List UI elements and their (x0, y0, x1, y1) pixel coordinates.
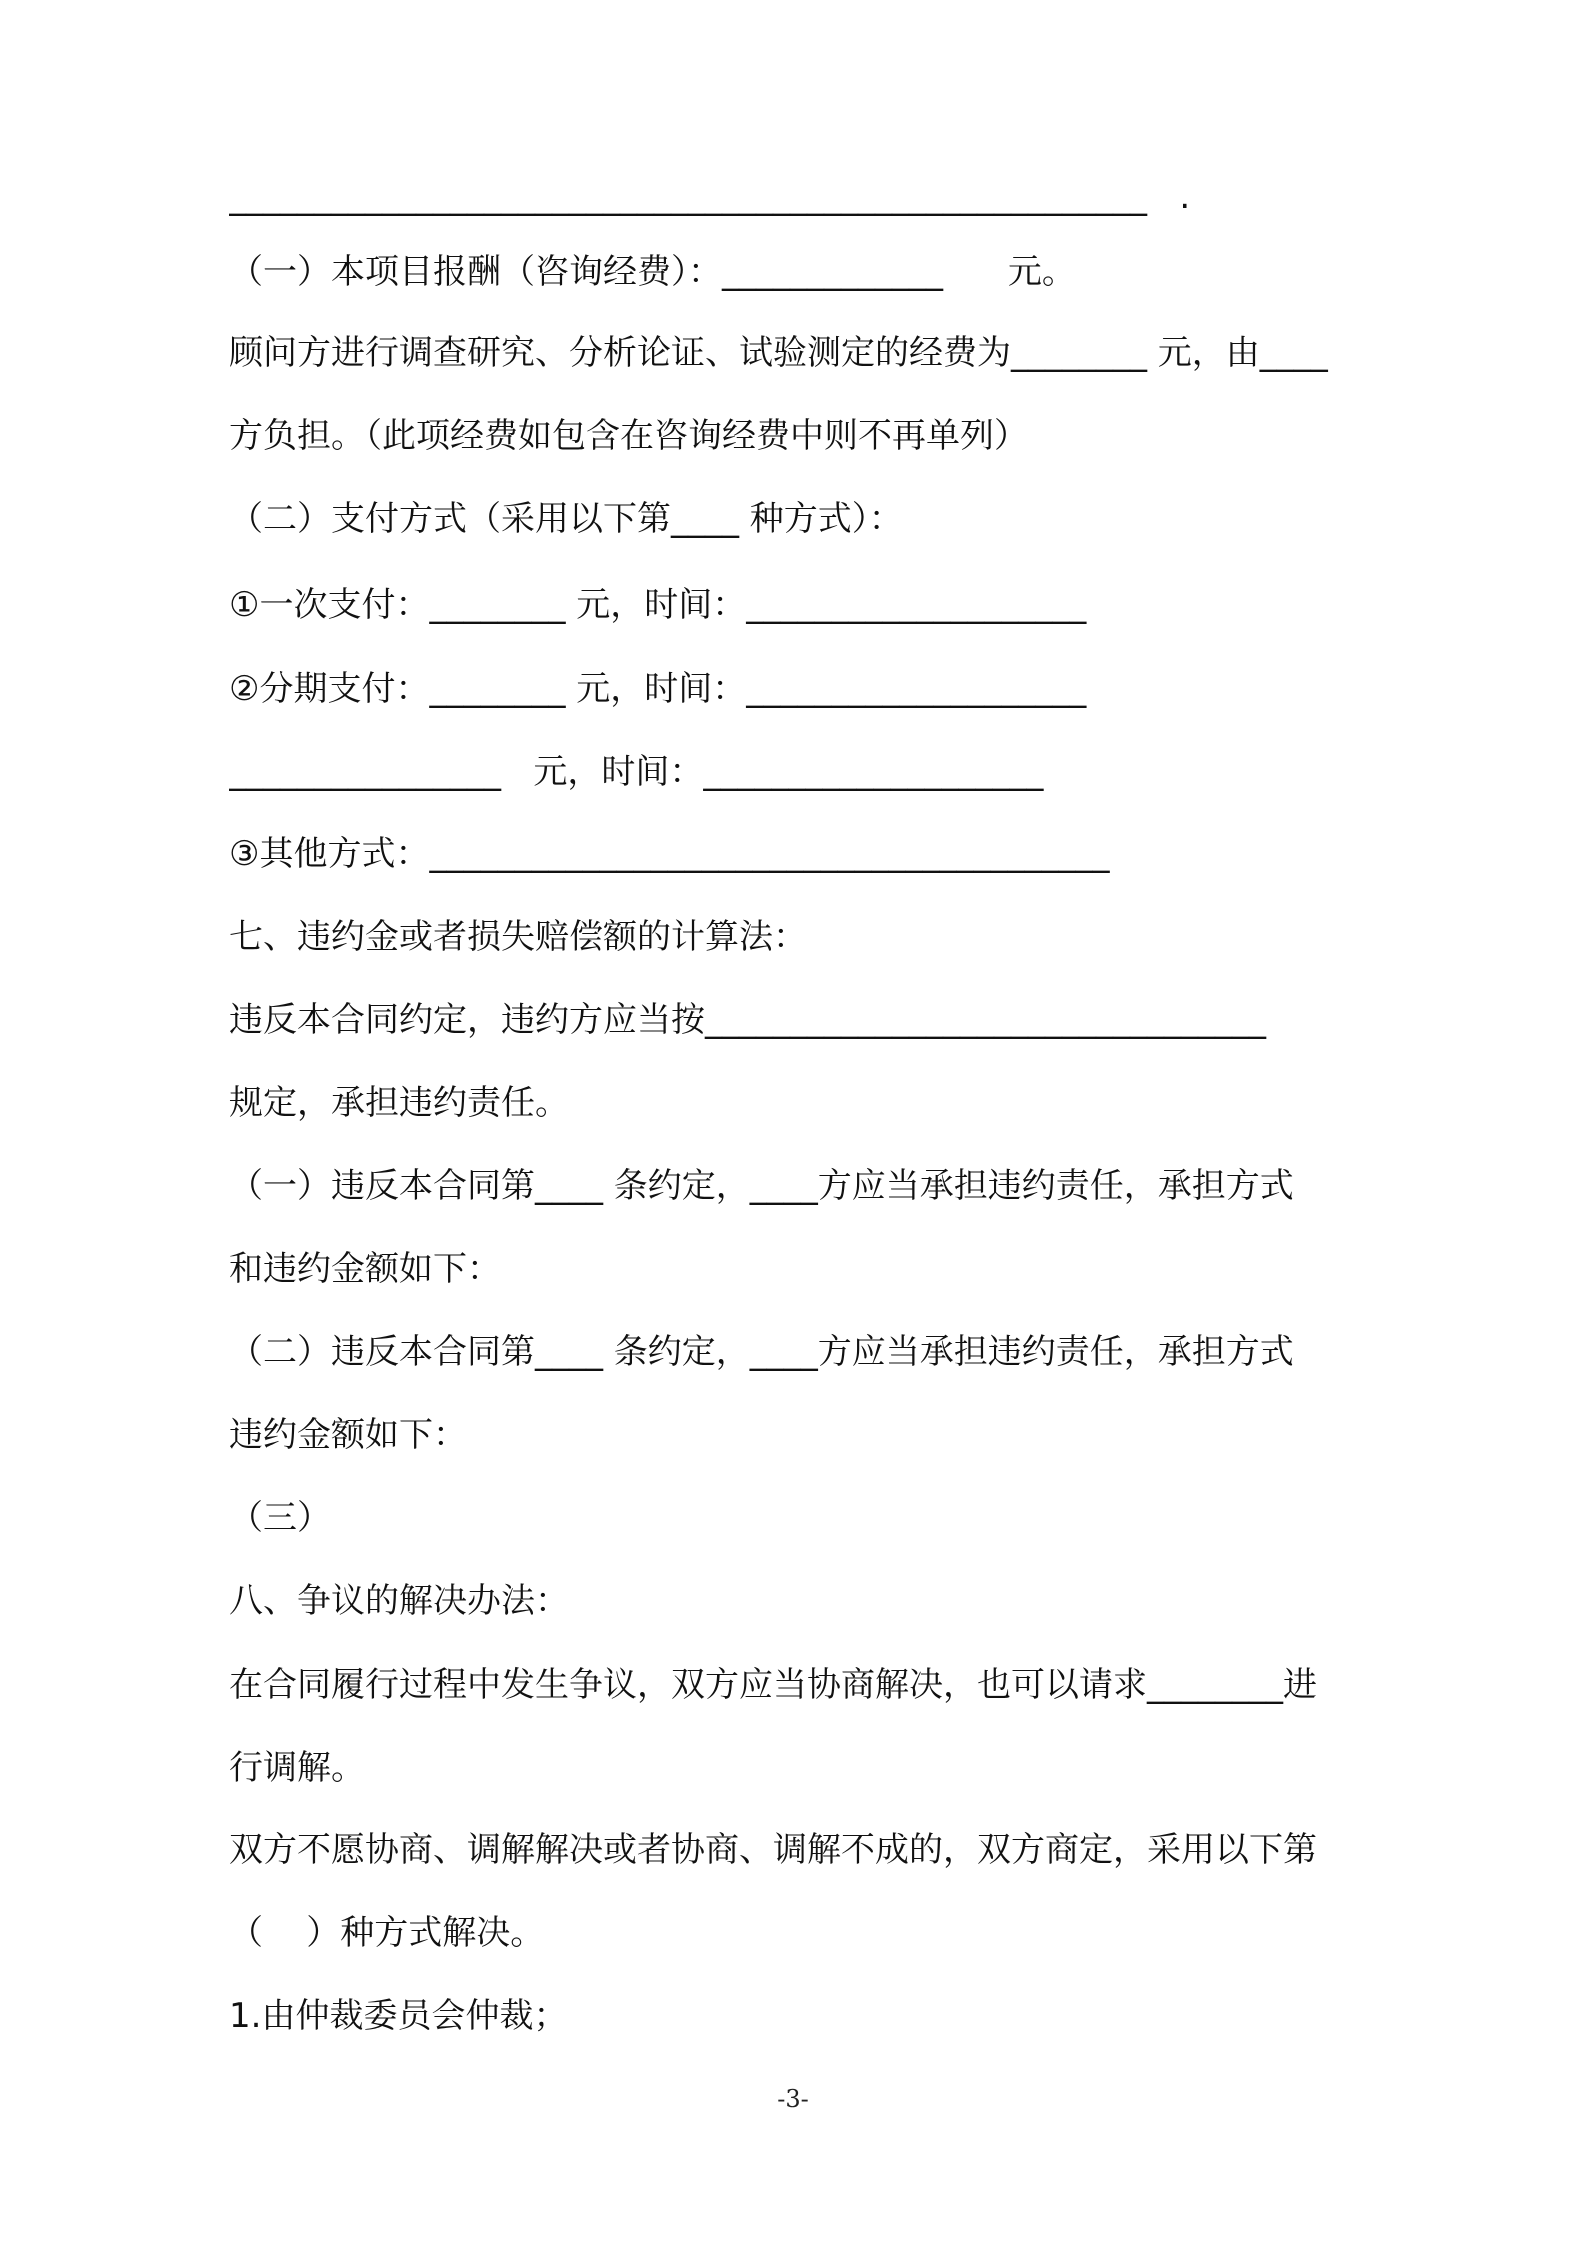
text-line-arbitration: 1.由仲裁委员会仲裁； (229, 1996, 568, 2036)
text-line-dispute-mediation: 行调解。 (229, 1748, 365, 1788)
text-line-dispute-choice: （ ）种方式解决。 (229, 1913, 545, 1953)
text-line-lump-sum-payment: ①一次支付：________ 元，时间：____________________ (229, 585, 1087, 625)
text-line-installment-second: ________________ 元，时间：____________________ (229, 752, 1044, 792)
text-line-research-expense: 顾问方进行调查研究、分析论证、试验测定的经费为________ 元，由____ (229, 333, 1328, 373)
section-heading-dispute: 八、争议的解决办法： (229, 1581, 569, 1621)
text-line-installment-payment: ②分期支付：________ 元，时间：____________________ (229, 669, 1087, 709)
text-line-dispute-negotiation: 在合同履行过程中发生争议，双方应当协商解决，也可以请求________进 (229, 1665, 1317, 1705)
text-line-blank-fill: ______________________________________________________ . (229, 177, 1191, 217)
text-line-dispute-options: 双方不愿协商、调解解决或者协商、调解不成的，双方商定，采用以下第 (229, 1830, 1317, 1870)
text-line-breach-item-1: （一）违反本合同第____ 条约定，____方应当承担违约责任，承担方式 (229, 1166, 1294, 1206)
section-heading-penalty: 七、违约金或者损失赔偿额的计算法： (229, 917, 807, 957)
text-line-remuneration: （一）本项目报酬（咨询经费）：_____________ 元。 (229, 252, 1076, 292)
text-line-payment-method: （二）支付方式（采用以下第____ 种方式）： (229, 499, 903, 539)
text-line-breach-item-3: （三） (229, 1498, 331, 1538)
text-line-breach-liability: 规定，承担违约责任。 (229, 1083, 569, 1123)
text-line-expense-note: 方负担。（此项经费如包含在咨询经费中则不再单列） (229, 416, 1028, 456)
page-number: -3- (777, 2085, 809, 2113)
text-line-breach-item-1-cont: 和违约金额如下： (229, 1249, 501, 1289)
text-line-other-method: ③其他方式：________________________________________ (229, 834, 1110, 874)
text-line-breach-item-2-cont: 违约金额如下： (229, 1415, 467, 1455)
text-line-breach-item-2: （二）违反本合同第____ 条约定，____方应当承担违约责任，承担方式 (229, 1332, 1294, 1372)
text-line-breach-rule: 违反本合同约定，违约方应当按_________________________________ (229, 1000, 1266, 1040)
